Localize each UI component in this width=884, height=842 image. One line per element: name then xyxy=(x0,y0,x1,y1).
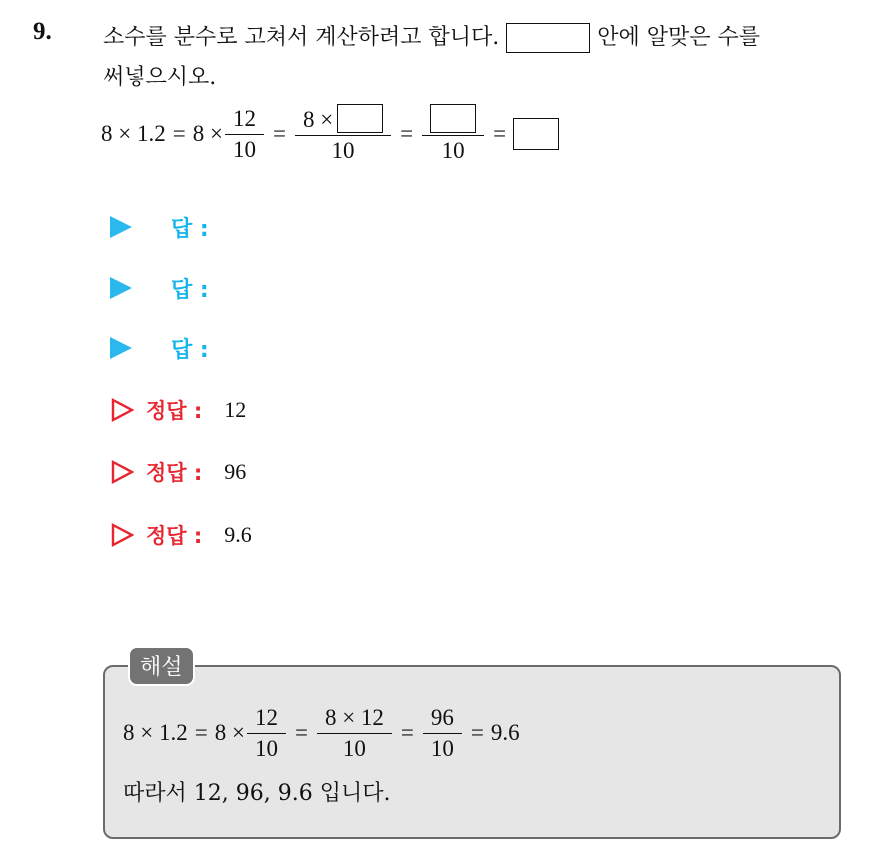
explanation-expression xyxy=(123,700,520,766)
outline-triangle-icon xyxy=(110,398,134,422)
answer-row-2 xyxy=(110,271,209,305)
outline-triangle-icon xyxy=(110,460,134,484)
fraction-2 xyxy=(321,705,388,762)
fraction-3 xyxy=(427,705,458,762)
equals-sign: = xyxy=(470,720,484,745)
expr-lhs: 8 × 1.2 xyxy=(123,720,188,745)
outline-triangle-icon xyxy=(110,523,134,547)
correct-row-2 xyxy=(110,455,246,489)
expr-term: 8 × xyxy=(192,121,223,146)
equals-sign: = xyxy=(294,720,308,745)
correct-row-1 xyxy=(110,393,246,427)
fraction-1-numerator: 12 xyxy=(232,105,256,131)
blank-box-icon xyxy=(506,23,590,53)
correct-row-3 xyxy=(110,518,252,552)
answer-label: 답 : xyxy=(171,216,209,242)
correct-value: 96 xyxy=(224,459,247,484)
equals-sign: = xyxy=(272,121,286,146)
equals-sign: = xyxy=(172,121,186,146)
fraction-1-denominator: 10 xyxy=(225,134,264,163)
play-triangle-icon xyxy=(110,337,132,359)
explanation-tag: 해설 xyxy=(128,646,195,686)
question-expression xyxy=(101,101,559,167)
question-text-before: 소수를 분수로 고쳐서 계산하려고 합니다. xyxy=(103,25,500,50)
fraction-1 xyxy=(251,705,282,762)
fraction-1-denominator: 10 xyxy=(247,733,286,762)
equals-sign: = xyxy=(400,121,414,146)
fraction-2 xyxy=(299,104,387,164)
equals-sign: = xyxy=(493,121,507,146)
fraction-3-numerator xyxy=(426,104,480,135)
correct-label: 정답 : xyxy=(146,524,203,548)
expr-term: 8 × xyxy=(214,720,245,745)
fraction-3-numerator: 96 xyxy=(430,704,454,730)
explanation-result: 9.6 xyxy=(490,720,520,745)
correct-value: 9.6 xyxy=(224,522,252,547)
explanation-conclusion: 따라서 12, 96, 9.6 입니다. xyxy=(123,781,391,806)
question-number: 9. xyxy=(33,18,52,45)
fraction-2-denominator: 10 xyxy=(295,135,391,164)
equals-sign: = xyxy=(400,720,414,745)
answer-row-3 xyxy=(110,331,209,365)
equals-sign: = xyxy=(194,720,208,745)
fraction-1 xyxy=(229,106,260,163)
fraction-2-numerator: 8 × 12 xyxy=(324,704,384,730)
fraction-1-numerator: 12 xyxy=(254,704,278,730)
answer-box-1[interactable] xyxy=(337,104,383,133)
play-triangle-icon xyxy=(110,216,132,238)
fraction-3-denominator: 10 xyxy=(423,733,462,762)
fraction-3 xyxy=(426,104,480,164)
question-text-after: 안에 알맞은 수를 xyxy=(597,25,761,50)
correct-value: 12 xyxy=(224,397,247,422)
answer-label: 답 : xyxy=(171,277,209,303)
fraction-2-numerator xyxy=(299,104,387,135)
question-text-line2: 써넣으시오. xyxy=(103,65,217,90)
fraction-2-prefix: 8 × xyxy=(302,107,334,132)
expr-lhs: 8 × 1.2 xyxy=(101,121,166,146)
answer-box-3[interactable] xyxy=(513,118,559,150)
question-text-line1 xyxy=(103,20,760,53)
fraction-2-denominator: 10 xyxy=(317,733,392,762)
correct-label: 정답 : xyxy=(146,399,203,423)
correct-label: 정답 : xyxy=(146,461,203,485)
play-triangle-icon xyxy=(110,277,132,299)
answer-label: 답 : xyxy=(171,337,209,363)
fraction-3-denominator: 10 xyxy=(422,135,484,164)
answer-row-1 xyxy=(110,210,209,244)
answer-box-2[interactable] xyxy=(430,104,476,133)
